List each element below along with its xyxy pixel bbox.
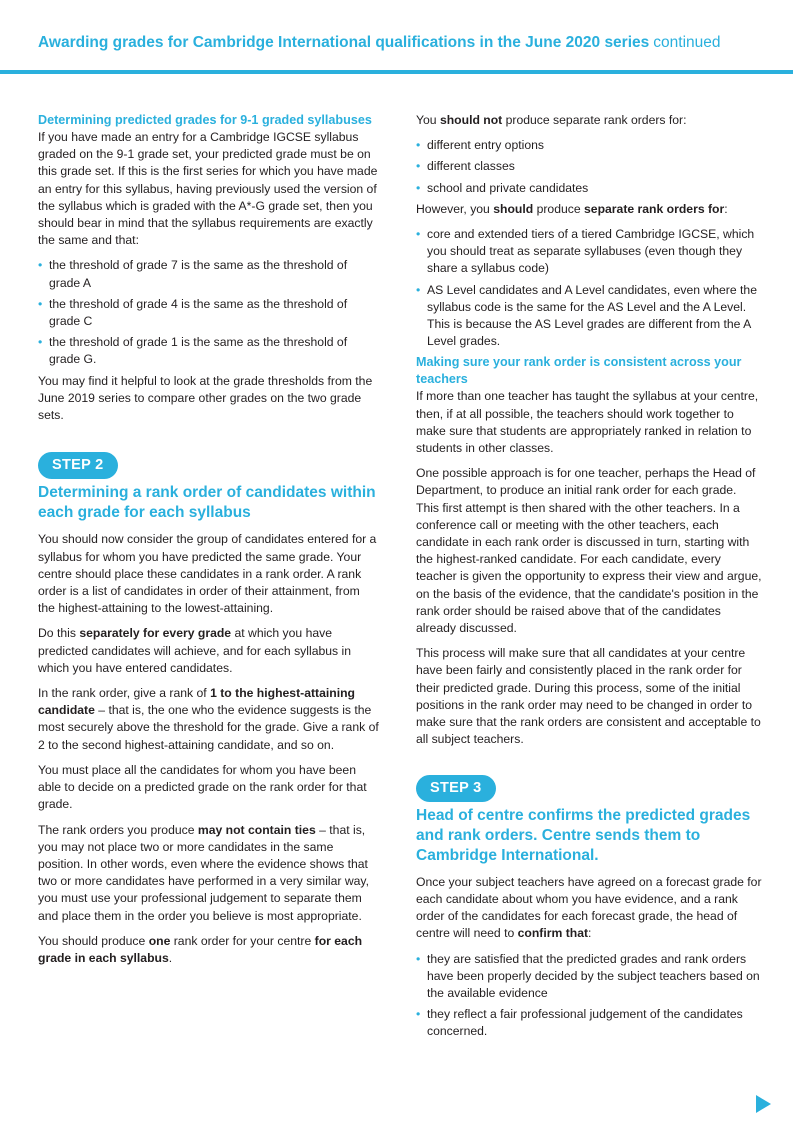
paragraph: Do this separately for every grade at which you have predicted candidates will achieve, and for each syllabus in which you have entered candidates.	[38, 626, 351, 675]
list-item: • core and extended tiers of a tiered Cambridge IGCSE, which you should treat as separate syllabuses (even though they share a syllabus code)	[416, 226, 762, 278]
paragraph: In the rank order, give a rank of 1 to the highest-attaining candidate – that is, the one who the evidence suggests is the most securely above the threshold for the grade. Give a rank of 2 to the second highest-attaining candidate, and so on.	[38, 686, 379, 752]
step-3-badge: STEP 3	[416, 775, 496, 802]
bullet-list	[416, 137, 762, 197]
page-header	[38, 34, 758, 52]
step-2-heading: Determining a rank order of candidates within each grade for each syllabus	[38, 484, 376, 522]
bullet-list	[416, 226, 762, 350]
paragraph: You must place all the candidates for whom you have been able to decide on a predicted grade on the rank order for that grade.	[38, 762, 367, 812]
paragraph: You should not produce separate rank orders for:	[416, 113, 687, 127]
paragraph: However, you should produce separate rank orders for:	[416, 201, 728, 216]
header-continued: continued	[653, 34, 721, 51]
list-item: • they reflect a fair professional judgement of the candidates concerned.	[416, 1006, 762, 1040]
paragraph: If you have made an entry for a Cambridge IGCSE syllabus graded on the 9-1 grade set, your predicted grade must be on this grade set. If this is the first series for which you have made an entry for this syllabus, having previously used the version of the syllabus which is graded with the A*-G grade set, then you should bear in mind that the syllabus requirements are exactly the same and that:	[38, 130, 378, 248]
list-item: • different classes	[416, 158, 762, 175]
list-item: • school and private candidates	[416, 180, 762, 197]
list-item: • AS Level candidates and A Level candidates, even where the syllabus code is the same for the AS Level and the A Level. This is because the AS Level grades are different from the A Level grades.	[416, 282, 762, 351]
next-page-arrow-icon[interactable]	[756, 1095, 771, 1113]
header-title: Awarding grades for Cambridge International qualifications in the June 2020 series	[38, 34, 650, 51]
bullet-list	[38, 257, 380, 368]
paragraph: You may find it helpful to look at the grade thresholds from the June 2019 series to compare other grades on the two grade sets.	[38, 373, 373, 423]
paragraph: This process will make sure that all candidates at your centre have been fairly and consistently placed in the rank order for their predicted grade. During this process, some of the initial positions in the rank order may need to be changed in order to make sure that the rank orders are consistent and acceptable to all subject teachers.	[416, 646, 761, 747]
list-item: • the threshold of grade 1 is the same as the threshold of grade G.	[38, 334, 380, 368]
bullet-list	[416, 951, 762, 1041]
paragraph: Once your subject teachers have agreed on a forecast grade for each candidate about whom you have evidence, and a rank order of the candidates for each forecast grade, the head of centre will need to confirm that:	[416, 874, 762, 941]
paragraph: If more than one teacher has taught the syllabus at your centre, then, if at all possible, the teachers should work together to make sure that students are appropriately ranked in relation to students in other classes.	[416, 389, 759, 456]
paragraph: You should produce one rank order for your centre for each grade in each syllabus.	[38, 933, 363, 965]
paragraph: The rank orders you produce may not contain ties – that is, you may not place two or more candidates in the same position. In other words, even where the evidence shows that two or more candidates have performed in a very similar way, you must use your professional judgement to separate them and place them in the order you believe is most appropriate.	[38, 822, 370, 923]
list-item: • different entry options	[416, 137, 762, 154]
paragraph: One possible approach is for one teacher, perhaps the Head of Department, to produce an initial rank order for each grade. This first attempt is then shared with the other teachers. In a conference call or meeting with the other teachers, each candidate in each rank order is discussed in turn, starting with the highest-ranked candidate. For each candidate, every teacher is given the opportunity to express their view and argue, on the basis of the evidence, that the candidate's position in the rank order should be raised above that of the candidates already discussed.	[416, 466, 762, 636]
paragraph: You should now consider the group of candidates entered for a syllabus for whom you have predicted the same grade. Your centre should place these candidates in a rank order. A rank order is a list of candidates in order of their attainment, from the highest-attaining to the lowest-attaining.	[38, 532, 377, 616]
list-item: • the threshold of grade 4 is the same as the threshold of grade C	[38, 296, 380, 330]
list-item: • they are satisfied that the predicted grades and rank orders have been properly decided by the subject teachers based on the available evidence	[416, 951, 762, 1003]
list-item: • the threshold of grade 7 is the same as the threshold of grade A	[38, 257, 380, 291]
section-heading-consistency: Making sure your rank order is consistent across your teachers	[416, 355, 742, 387]
header-rule	[0, 70, 793, 74]
step-2-badge: STEP 2	[38, 452, 118, 479]
right-column	[416, 112, 762, 1045]
section-heading-predicted-grades: Determining predicted grades for 9-1 graded syllabuses	[38, 113, 372, 127]
step-3-heading: Head of centre confirms the predicted grades and rank orders. Centre sends them to Cambridge International.	[416, 806, 751, 864]
left-column	[38, 112, 380, 975]
